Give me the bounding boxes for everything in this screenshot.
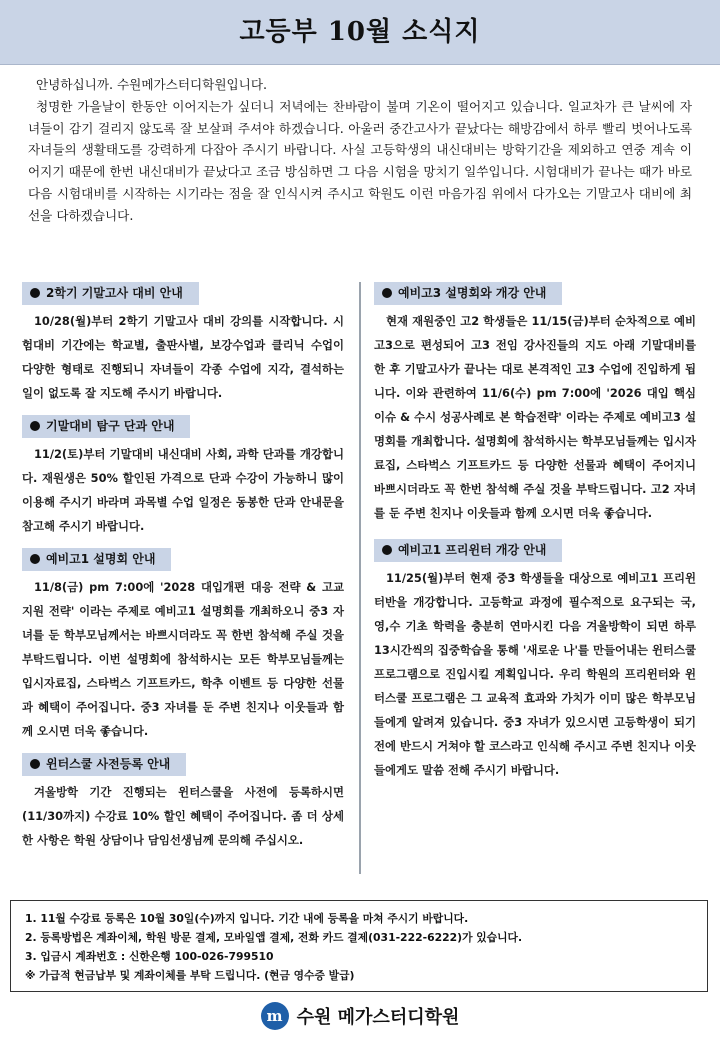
section-pre-high1-seminar [22, 548, 344, 743]
megastudy-logo-icon: m [261, 1002, 289, 1030]
notice-line: ※ 가급적 현금납부 및 계좌이체를 부탁 드립니다. (현금 영수증 발급) [25, 969, 355, 982]
section-title [374, 282, 562, 305]
section-body: 겨울방학 기간 진행되는 윈터스쿨을 사전에 등록하시면(11/30까지) 수강료 10% 할인 혜택이 주어집니다. 좀 더 상세한 사항은 학원 상담이나 담임선생님께 문의해 주십시오. [22, 785, 344, 847]
section-pre-winter [374, 539, 696, 782]
notice-line: 1. 11월 수강료 등록은 10월 30일(수)까지 입니다. 기간 내에 등록을 마쳐 주시기 바랍니다. [25, 912, 469, 925]
academy-logo [261, 1002, 460, 1030]
section-inquiry-course [22, 415, 344, 538]
section-title-text: 예비고3 설명회와 개강 안내 [398, 286, 547, 300]
bullet-icon [382, 545, 392, 555]
section-title [22, 753, 186, 776]
section-title-text: 기말대비 탐구 단과 안내 [46, 419, 175, 433]
notice-line: 2. 등록방법은 계좌이체, 학원 방문 결제, 모바일앱 결제, 전화 카드 결제(031-222-6222)가 있습니다. [25, 931, 523, 944]
bullet-icon [30, 421, 40, 431]
bullet-icon [30, 288, 40, 298]
section-body: 11/25(월)부터 현재 중3 학생들을 대상으로 예비고1 프리윈터반을 개강합니다. 고등학교 과정에 필수적으로 요구되는 국,영,수 기초 학력을 충분히 연마시킨 다음 겨울방학이 되면 하루 13시간씩의 집중학습을 통해 '새로운 나'를 만들어내는 윈터스쿨 프로그램으로 진입시킬 계획입니다. 우리 학원의 프리윈터와 윈터스쿨 프로그램은 그 교육적 효과와 가치가 이미 많은 학부모님들에게 알려져 있습니다. 중3 자녀가 있으시면 고등학생이 되기 전에 반드시 거쳐야 할 코스라고 인식해 주시고 주변 친지나 이웃들에게도 말씀 전해 주시기 바랍니다. [374, 571, 696, 777]
section-title-text: 2학기 기말고사 대비 안내 [46, 286, 183, 300]
section-body: 11/8(금) pm 7:00에 '2028 대입개편 대응 전략 & 고교 지원 전략' 이라는 주제로 예비고1 설명회를 개최하오니 중3 자녀를 둔 학부모님께서는 바쁘시더라도 꼭 한번 참석해 주실 것을 부탁드립니다. 이번 설명회에 참석하시는 모든 학부모님들께는 입시자료집, 스타벅스 기프트카드, 학추 이벤트 등 다양한 선물과 혜택이 주어집니다. 중3 자녀를 둔 주변 친지나 이웃들과 함께 오시면 더욱 좋습니다. [22, 580, 344, 738]
footer [0, 1000, 720, 1036]
section-final-exam [22, 282, 344, 405]
bullet-icon [382, 288, 392, 298]
section-body: 10/28(월)부터 2학기 기말고사 대비 강의를 시작합니다. 시험대비 기간에는 학교별, 출판사별, 보강수업과 클리닉 수업이 다양한 형태로 진행되니 자녀들이 각종 수업에 지각, 결석하는 일이 없도록 잘 지도해 주시기 바랍니다. [22, 314, 344, 400]
section-title-text: 예비고1 프리윈터 개강 안내 [398, 543, 547, 557]
section-pre-high3 [374, 282, 696, 525]
page-title: 고등부 10월 소식지 [239, 17, 481, 47]
intro-greeting: 안녕하십니까. 수원메가스터디학원입니다. [36, 77, 267, 92]
payment-notice-box [10, 900, 708, 992]
bullet-icon [30, 759, 40, 769]
intro-body: 청명한 가을날이 한동안 이어지는가 싶더니 저녁에는 찬바람이 불며 기온이 떨어지고 있습니다. 일교차가 큰 날씨에 자녀들이 감기 걸리지 않도록 잘 보살펴 주셔야 하겠습니다. 아울러 중간고사가 끝났다는 해방감에서 하루 빨리 벗어나도록 자녀들의 생활태도를 강력하게 다잡아 주시기 바랍니다. 사실 고등학생의 내신대비는 방학기간을 제외하고 연중 계속 이어지기 때문에 한번 내신대비가 끝났다고 조금 방심하면 그 다음 시험을 망치기 일쑤입니다. 시험대비가 끝나는 때가 바로 다음 시험대비를 시작하는 시기라는 점을 잘 인식시켜 주시고 학원도 이런 마음가짐 위에서 다가오는 기말고사 대비에 최선을 다하겠습니다. [28, 98, 692, 223]
right-column [374, 282, 696, 796]
section-title [374, 539, 562, 562]
section-winter-school [22, 753, 344, 852]
notice-line: 3. 입금시 계좌번호 : 신한은행 100-026-799510 [25, 950, 274, 963]
header-banner [0, 0, 720, 65]
logo-text: 수원 메가스터디학원 [296, 1007, 460, 1028]
bullet-icon [30, 554, 40, 564]
section-title-text: 윈터스쿨 사전등록 안내 [46, 757, 171, 771]
left-column [22, 282, 344, 862]
section-title [22, 548, 171, 571]
section-body: 11/2(토)부터 기말대비 내신대비 사회, 과학 단과를 개강합니다. 재원생은 50% 할인된 가격으로 단과 수강이 가능하니 많이 이용해 주시기 바라며 과목별 수업 일정은 동봉한 단과 안내문을 참고해 주시기 바랍니다. [22, 447, 344, 533]
section-title [22, 415, 190, 438]
column-divider [359, 282, 361, 874]
section-title-text: 예비고1 설명회 안내 [46, 552, 156, 566]
section-body: 현재 재원중인 고2 학생들은 11/15(금)부터 순차적으로 예비고3으로 편성되어 고3 전임 강사진들의 지도 아래 기말대비를 한 후 기말고사가 끝나는 대로 본격적인 고3 수업에 진입하게 됩니다. 이와 관련하여 11/6(수) pm 7:00에 '2026 대입 핵심이슈 & 수시 성공사례로 본 학습전략' 이라는 주제로 예비고3 설명회를 개최합니다. 설명회에 참석하시는 학부모님들께는 입시자료집, 스타벅스 기프트카드 등 다양한 선물과 혜택이 주어지니 바쁘시더라도 꼭 한번 참석해 주실 것을 부탁드립니다. 고2 자녀를 둔 주변 친지나 이웃들과 함께 오시면 더욱 좋습니다. [374, 314, 696, 520]
section-title [22, 282, 199, 305]
intro-letter [28, 74, 692, 227]
